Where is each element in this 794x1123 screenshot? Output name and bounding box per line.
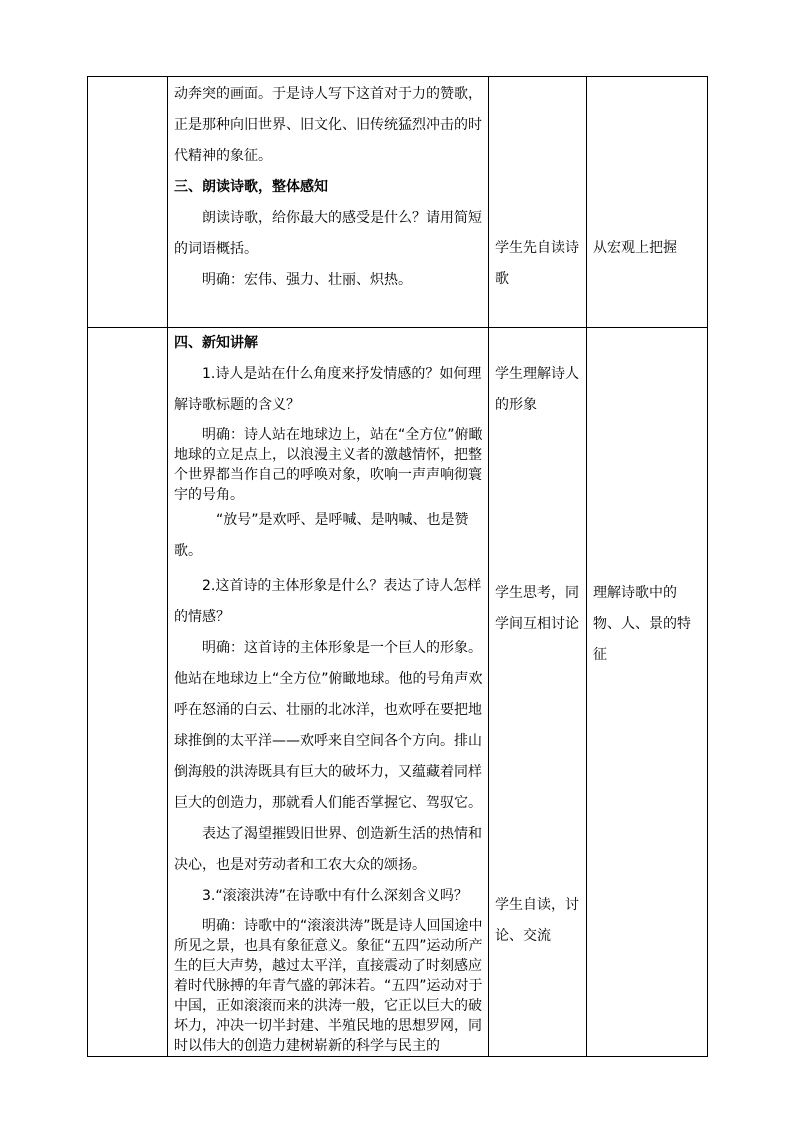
table-row [88,328,708,1057]
answer-text: “放号”是欢呼、是呼喊、是呐喊、也是赞歌。 [174,512,469,559]
answer-text: 表达了渴望摧毁旧世界、创造新生活的热情和决心，也是对劳动者和工农大众的颂扬。 [174,826,482,873]
student-activity-text: 学生理解诗人的形象 [495,366,579,413]
content-line: 的词语概括。 [174,241,258,257]
blank-cell [88,328,168,1057]
content-line: 朗读诗歌，给你最大的感受是什么？请用简短 [202,210,482,226]
design-purpose-cell [587,77,708,328]
answer-text: 明确：这首诗的主体形象是一个巨人的形象。他站在地球边上“全方位”俯瞰地球。他的号角声欢呼在怒涌的白云、壮丽的北冰洋，也欢呼在要把地球推倒的太平洋——欢呼来自空间各个方向。排山倒海般的洪涛既具有巨大的破坏力，又蕴藏着同样巨大的创造力，那就看人们能否掌握它、驾驭它。 [174,640,483,811]
blank-cell [88,77,168,328]
table-row [88,77,708,328]
question-text: 3.“滚滚洪涛”在诗歌中有什么深刻含义吗？ [202,888,468,904]
design-purpose-cell [587,328,708,1057]
teaching-content-cell [168,328,489,1057]
student-activity-text: 学生思考，同学间互相讨论 [495,585,579,632]
question-text: 1.诗人是站在什么角度来抒发情感的？如何理解诗歌标题的含义？ [174,366,482,413]
teaching-content-cell [168,77,489,328]
section-heading: 三、朗读诗歌，整体感知 [174,179,328,195]
section-heading: 四、新知讲解 [174,335,258,351]
design-purpose-text: 理解诗歌中的物、人、景的特征 [593,585,691,663]
student-activity-text: 学生自读，讨论、交流 [495,897,579,944]
content-line: 明确：宏伟、强力、壮丽、炽热。 [202,272,412,288]
answer-text: 明确：诗歌中的“滚滚洪涛”既是诗人回国途中所见之景，也具有象征意义。象征“五四”运动所产生的巨大声势，越过太平洋，直接震动了时刻感应着时代脉搏的年青气盛的郭沫若。“五四”运动对于中国，正如滚滚而来的洪涛一般，它正以巨大的破坏力，冲决一切半封建、半殖民地的思想罗网，同时以伟大的创造力建树崭新的科学与民主的 [174,918,483,1054]
question-text: 2.这首诗的主体形象是什么？表达了诗人怎样的情感？ [174,578,482,625]
content-line: 动奔突的画面。于是诗人写下这首对于力的赞歌， [174,86,482,102]
student-activity-cell [489,328,587,1057]
student-activity-text: 学生先自读诗歌 [495,240,579,287]
content-line: 代精神的象征。 [174,148,272,164]
content-line: 正是那种向旧世界、旧文化、旧传统猛烈冲击的时 [174,117,482,133]
student-activity-cell [489,77,587,328]
answer-text: 明确：诗人站在地球边上，站在“全方位”俯瞰地球的立足点上，以浪漫主义者的激越情怀，把整个世界都当作自己的呼唤对象，吹响一声声响彻寰宇的号角。 [174,427,483,503]
lesson-plan-table [87,76,708,1057]
design-purpose-text: 从宏观上把握 [593,240,677,256]
